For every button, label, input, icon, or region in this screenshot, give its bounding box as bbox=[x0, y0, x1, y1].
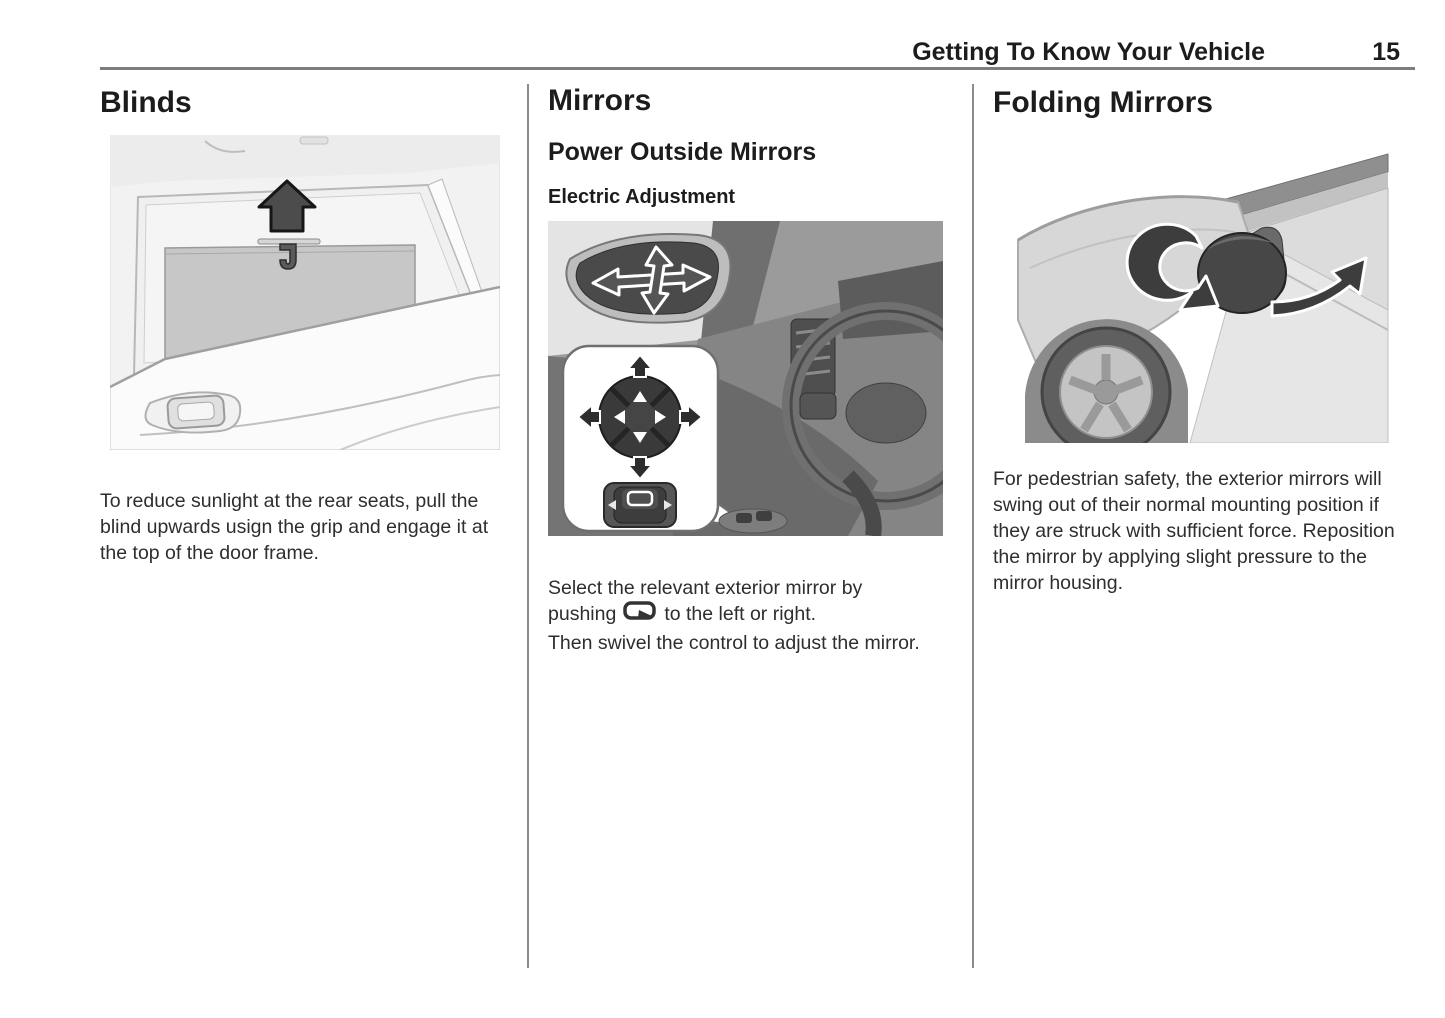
mirror-crossed-arrows bbox=[566, 234, 730, 323]
folding-mirrors-heading: Folding Mirrors bbox=[993, 86, 1213, 119]
mirror-select-switch bbox=[604, 483, 676, 527]
blinds-body-text: To reduce sunlight at the rear seats, pull the blind upwards usign the grip and engage it at the top of the door frame. bbox=[100, 490, 489, 564]
blinds-heading: Blinds bbox=[100, 86, 192, 119]
mirror-select-icon bbox=[623, 601, 657, 630]
page-header-title: Getting To Know Your Vehicle bbox=[912, 38, 1265, 66]
front-wheel bbox=[1042, 328, 1170, 443]
column-divider-left bbox=[527, 84, 529, 968]
mirrors-body-after-icon: to the left or right. bbox=[664, 603, 817, 625]
electric-adjustment-subheading: Electric Adjustment bbox=[548, 186, 736, 208]
folding-mirror-figure bbox=[1010, 140, 1390, 443]
blinds-figure bbox=[110, 135, 500, 450]
mirrors-body-text bbox=[548, 575, 920, 656]
folding-mirrors-body-text: For pedestrian safety, the exterior mirrors will swing out of their normal mounting position if they are struck with sufficient force. Reposition the mirror by applying slight pressure to the mirror housing. bbox=[993, 468, 1395, 594]
mirrors-body-before-icon: Select the relevant exterior mirror by pushing bbox=[548, 577, 863, 625]
door-mirror-switch-location bbox=[719, 509, 787, 533]
mirror-adjust-figure bbox=[548, 221, 943, 536]
callout-bubble bbox=[563, 346, 718, 531]
mirrors-heading: Mirrors bbox=[548, 84, 652, 117]
mirrors-body-line2: Then swivel the control to adjust the mirror. bbox=[548, 632, 920, 654]
page-number: 15 bbox=[1372, 38, 1400, 66]
header-rule bbox=[100, 67, 1415, 70]
power-outside-mirrors-subheading: Power Outside Mirrors bbox=[548, 138, 817, 166]
column-divider-right bbox=[972, 84, 974, 968]
